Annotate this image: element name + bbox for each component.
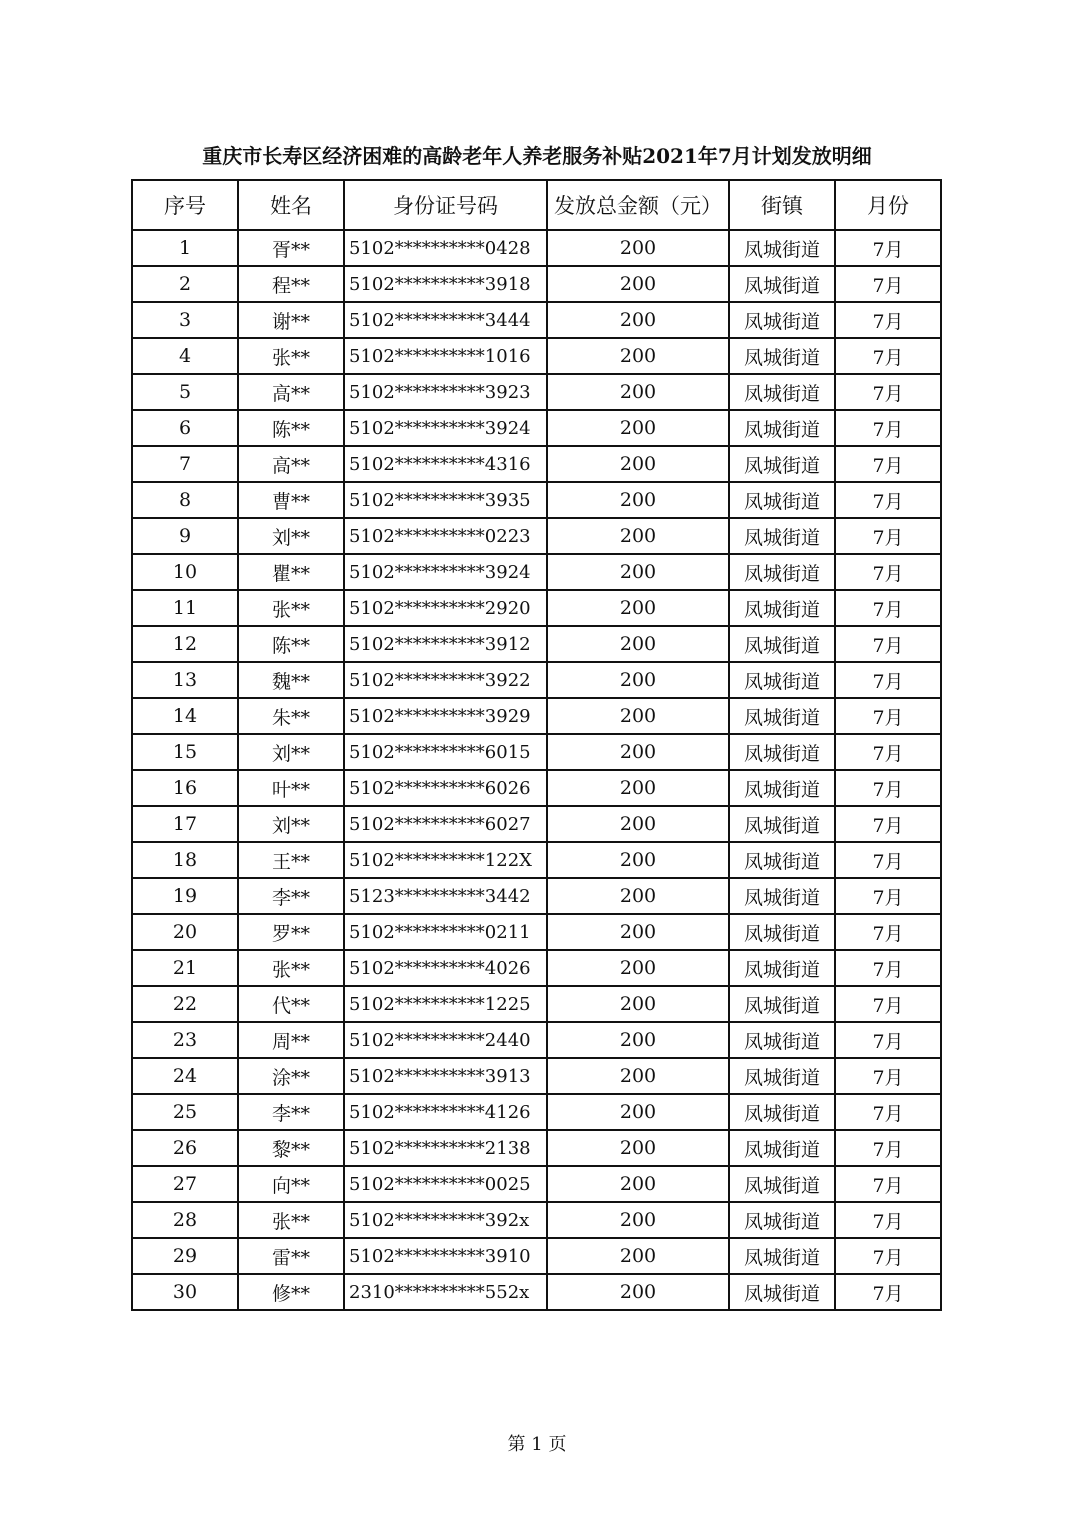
cell-id-number: 5102**********3924 bbox=[344, 410, 547, 446]
table-row bbox=[132, 302, 941, 338]
cell-serial: 13 bbox=[132, 662, 238, 698]
cell-id-number: 5102**********3913 bbox=[344, 1058, 547, 1094]
cell-month: 7月 bbox=[835, 374, 941, 410]
table-row bbox=[132, 1058, 941, 1094]
table-row bbox=[132, 734, 941, 770]
cell-month: 7月 bbox=[835, 410, 941, 446]
cell-street: 凤城街道 bbox=[729, 626, 835, 662]
cell-serial: 19 bbox=[132, 878, 238, 914]
cell-name: 胥** bbox=[238, 230, 344, 266]
cell-street: 凤城街道 bbox=[729, 662, 835, 698]
cell-month: 7月 bbox=[835, 950, 941, 986]
cell-street: 凤城街道 bbox=[729, 770, 835, 806]
cell-month: 7月 bbox=[835, 1202, 941, 1238]
cell-serial: 7 bbox=[132, 446, 238, 482]
cell-name: 修** bbox=[238, 1274, 344, 1310]
table-row bbox=[132, 374, 941, 410]
cell-serial: 22 bbox=[132, 986, 238, 1022]
cell-id-number: 5102**********0428 bbox=[344, 230, 547, 266]
cell-name: 谢** bbox=[238, 302, 344, 338]
cell-street: 凤城街道 bbox=[729, 1130, 835, 1166]
cell-id-number: 5102**********6015 bbox=[344, 734, 547, 770]
cell-street: 凤城街道 bbox=[729, 410, 835, 446]
cell-id-number: 5102**********3918 bbox=[344, 266, 547, 302]
cell-month: 7月 bbox=[835, 626, 941, 662]
cell-month: 7月 bbox=[835, 1274, 941, 1310]
cell-id-number: 5102**********3922 bbox=[344, 662, 547, 698]
cell-id-number: 5102**********2138 bbox=[344, 1130, 547, 1166]
cell-amount: 200 bbox=[547, 770, 729, 806]
cell-name: 曹** bbox=[238, 482, 344, 518]
cell-amount: 200 bbox=[547, 518, 729, 554]
cell-id-number: 5102**********122X bbox=[344, 842, 547, 878]
table-row bbox=[132, 1094, 941, 1130]
cell-id-number: 5102**********6027 bbox=[344, 806, 547, 842]
header-serial: 序号 bbox=[132, 180, 238, 230]
cell-street: 凤城街道 bbox=[729, 1094, 835, 1130]
cell-serial: 29 bbox=[132, 1238, 238, 1274]
cell-street: 凤城街道 bbox=[729, 1058, 835, 1094]
header-amount: 发放总金额（元） bbox=[547, 180, 729, 230]
cell-amount: 200 bbox=[547, 842, 729, 878]
cell-id-number: 5102**********3935 bbox=[344, 482, 547, 518]
cell-id-number: 5102**********2440 bbox=[344, 1022, 547, 1058]
cell-month: 7月 bbox=[835, 1058, 941, 1094]
cell-month: 7月 bbox=[835, 590, 941, 626]
cell-amount: 200 bbox=[547, 1238, 729, 1274]
cell-amount: 200 bbox=[547, 1022, 729, 1058]
cell-name: 黎** bbox=[238, 1130, 344, 1166]
subsidy-table bbox=[131, 179, 942, 1311]
cell-serial: 25 bbox=[132, 1094, 238, 1130]
cell-street: 凤城街道 bbox=[729, 878, 835, 914]
cell-street: 凤城街道 bbox=[729, 230, 835, 266]
cell-name: 高** bbox=[238, 374, 344, 410]
cell-month: 7月 bbox=[835, 806, 941, 842]
cell-street: 凤城街道 bbox=[729, 950, 835, 986]
cell-amount: 200 bbox=[547, 554, 729, 590]
cell-name: 张** bbox=[238, 590, 344, 626]
table-body bbox=[132, 230, 941, 1310]
table-row bbox=[132, 842, 941, 878]
cell-name: 罗** bbox=[238, 914, 344, 950]
cell-name: 刘** bbox=[238, 518, 344, 554]
cell-serial: 28 bbox=[132, 1202, 238, 1238]
cell-id-number: 5102**********1225 bbox=[344, 986, 547, 1022]
cell-street: 凤城街道 bbox=[729, 986, 835, 1022]
cell-amount: 200 bbox=[547, 266, 729, 302]
cell-name: 陈** bbox=[238, 626, 344, 662]
cell-name: 李** bbox=[238, 1094, 344, 1130]
cell-street: 凤城街道 bbox=[729, 698, 835, 734]
cell-street: 凤城街道 bbox=[729, 1166, 835, 1202]
cell-month: 7月 bbox=[835, 842, 941, 878]
cell-street: 凤城街道 bbox=[729, 266, 835, 302]
cell-month: 7月 bbox=[835, 698, 941, 734]
cell-amount: 200 bbox=[547, 950, 729, 986]
cell-name: 高** bbox=[238, 446, 344, 482]
cell-amount: 200 bbox=[547, 662, 729, 698]
cell-name: 李** bbox=[238, 878, 344, 914]
cell-id-number: 5102**********3444 bbox=[344, 302, 547, 338]
cell-serial: 21 bbox=[132, 950, 238, 986]
cell-month: 7月 bbox=[835, 914, 941, 950]
cell-serial: 4 bbox=[132, 338, 238, 374]
cell-month: 7月 bbox=[835, 446, 941, 482]
table-row bbox=[132, 1274, 941, 1310]
cell-street: 凤城街道 bbox=[729, 482, 835, 518]
cell-name: 张** bbox=[238, 338, 344, 374]
cell-serial: 1 bbox=[132, 230, 238, 266]
cell-street: 凤城街道 bbox=[729, 554, 835, 590]
cell-id-number: 5102**********4026 bbox=[344, 950, 547, 986]
cell-name: 程** bbox=[238, 266, 344, 302]
cell-name: 刘** bbox=[238, 806, 344, 842]
cell-amount: 200 bbox=[547, 482, 729, 518]
table-row bbox=[132, 950, 941, 986]
cell-street: 凤城街道 bbox=[729, 1274, 835, 1310]
table-row bbox=[132, 266, 941, 302]
cell-amount: 200 bbox=[547, 986, 729, 1022]
cell-name: 张** bbox=[238, 950, 344, 986]
cell-month: 7月 bbox=[835, 482, 941, 518]
table-row bbox=[132, 698, 941, 734]
cell-amount: 200 bbox=[547, 878, 729, 914]
cell-amount: 200 bbox=[547, 410, 729, 446]
cell-serial: 30 bbox=[132, 1274, 238, 1310]
cell-street: 凤城街道 bbox=[729, 734, 835, 770]
cell-amount: 200 bbox=[547, 806, 729, 842]
table-header-row bbox=[132, 180, 941, 230]
cell-serial: 15 bbox=[132, 734, 238, 770]
cell-amount: 200 bbox=[547, 626, 729, 662]
cell-amount: 200 bbox=[547, 914, 729, 950]
table-row bbox=[132, 662, 941, 698]
cell-month: 7月 bbox=[835, 1094, 941, 1130]
cell-amount: 200 bbox=[547, 734, 729, 770]
table-row bbox=[132, 1022, 941, 1058]
cell-name: 雷** bbox=[238, 1238, 344, 1274]
cell-street: 凤城街道 bbox=[729, 374, 835, 410]
cell-name: 陈** bbox=[238, 410, 344, 446]
table-row bbox=[132, 1166, 941, 1202]
cell-id-number: 5102**********392x bbox=[344, 1202, 547, 1238]
cell-street: 凤城街道 bbox=[729, 1202, 835, 1238]
cell-month: 7月 bbox=[835, 662, 941, 698]
cell-month: 7月 bbox=[835, 1022, 941, 1058]
cell-id-number: 2310**********552x bbox=[344, 1274, 547, 1310]
cell-name: 向** bbox=[238, 1166, 344, 1202]
header-name: 姓名 bbox=[238, 180, 344, 230]
table-row bbox=[132, 626, 941, 662]
cell-name: 朱** bbox=[238, 698, 344, 734]
header-month: 月份 bbox=[835, 180, 941, 230]
cell-serial: 26 bbox=[132, 1130, 238, 1166]
cell-serial: 14 bbox=[132, 698, 238, 734]
cell-amount: 200 bbox=[547, 698, 729, 734]
header-street: 街镇 bbox=[729, 180, 835, 230]
cell-month: 7月 bbox=[835, 1130, 941, 1166]
cell-id-number: 5102**********3912 bbox=[344, 626, 547, 662]
cell-street: 凤城街道 bbox=[729, 842, 835, 878]
cell-amount: 200 bbox=[547, 1166, 729, 1202]
cell-amount: 200 bbox=[547, 1202, 729, 1238]
cell-id-number: 5123**********3442 bbox=[344, 878, 547, 914]
cell-serial: 23 bbox=[132, 1022, 238, 1058]
cell-street: 凤城街道 bbox=[729, 518, 835, 554]
cell-month: 7月 bbox=[835, 338, 941, 374]
cell-name: 叶** bbox=[238, 770, 344, 806]
cell-amount: 200 bbox=[547, 1094, 729, 1130]
cell-amount: 200 bbox=[547, 1274, 729, 1310]
cell-amount: 200 bbox=[547, 446, 729, 482]
cell-serial: 17 bbox=[132, 806, 238, 842]
cell-month: 7月 bbox=[835, 1166, 941, 1202]
cell-serial: 20 bbox=[132, 914, 238, 950]
cell-month: 7月 bbox=[835, 1238, 941, 1274]
table-row bbox=[132, 230, 941, 266]
cell-amount: 200 bbox=[547, 1058, 729, 1094]
cell-street: 凤城街道 bbox=[729, 446, 835, 482]
cell-street: 凤城街道 bbox=[729, 590, 835, 626]
cell-street: 凤城街道 bbox=[729, 302, 835, 338]
cell-serial: 16 bbox=[132, 770, 238, 806]
cell-month: 7月 bbox=[835, 302, 941, 338]
cell-name: 周** bbox=[238, 1022, 344, 1058]
cell-name: 涂** bbox=[238, 1058, 344, 1094]
cell-month: 7月 bbox=[835, 554, 941, 590]
cell-id-number: 5102**********0211 bbox=[344, 914, 547, 950]
cell-serial: 8 bbox=[132, 482, 238, 518]
cell-street: 凤城街道 bbox=[729, 338, 835, 374]
page-number: 第 1 页 bbox=[507, 1434, 567, 1455]
table-row bbox=[132, 878, 941, 914]
cell-serial: 11 bbox=[132, 590, 238, 626]
cell-serial: 5 bbox=[132, 374, 238, 410]
cell-amount: 200 bbox=[547, 374, 729, 410]
cell-serial: 27 bbox=[132, 1166, 238, 1202]
header-id-number: 身份证号码 bbox=[344, 180, 547, 230]
cell-month: 7月 bbox=[835, 266, 941, 302]
cell-street: 凤城街道 bbox=[729, 914, 835, 950]
cell-name: 魏** bbox=[238, 662, 344, 698]
cell-amount: 200 bbox=[547, 230, 729, 266]
cell-month: 7月 bbox=[835, 230, 941, 266]
cell-street: 凤城街道 bbox=[729, 806, 835, 842]
cell-serial: 12 bbox=[132, 626, 238, 662]
table-row bbox=[132, 1202, 941, 1238]
table-row bbox=[132, 482, 941, 518]
cell-name: 张** bbox=[238, 1202, 344, 1238]
cell-serial: 9 bbox=[132, 518, 238, 554]
table-row bbox=[132, 410, 941, 446]
cell-amount: 200 bbox=[547, 590, 729, 626]
table-row bbox=[132, 986, 941, 1022]
cell-amount: 200 bbox=[547, 338, 729, 374]
cell-month: 7月 bbox=[835, 986, 941, 1022]
cell-serial: 2 bbox=[132, 266, 238, 302]
cell-street: 凤城街道 bbox=[729, 1022, 835, 1058]
cell-name: 代** bbox=[238, 986, 344, 1022]
cell-amount: 200 bbox=[547, 1130, 729, 1166]
cell-id-number: 5102**********3929 bbox=[344, 698, 547, 734]
cell-month: 7月 bbox=[835, 734, 941, 770]
cell-id-number: 5102**********3910 bbox=[344, 1238, 547, 1274]
cell-id-number: 5102**********0223 bbox=[344, 518, 547, 554]
cell-serial: 24 bbox=[132, 1058, 238, 1094]
cell-serial: 10 bbox=[132, 554, 238, 590]
cell-street: 凤城街道 bbox=[729, 1238, 835, 1274]
table-row bbox=[132, 1238, 941, 1274]
cell-id-number: 5102**********3924 bbox=[344, 554, 547, 590]
cell-id-number: 5102**********2920 bbox=[344, 590, 547, 626]
cell-id-number: 5102**********3923 bbox=[344, 374, 547, 410]
table-row bbox=[132, 338, 941, 374]
cell-serial: 3 bbox=[132, 302, 238, 338]
cell-month: 7月 bbox=[835, 518, 941, 554]
table-row bbox=[132, 590, 941, 626]
table-row bbox=[132, 1130, 941, 1166]
cell-name: 王** bbox=[238, 842, 344, 878]
cell-id-number: 5102**********4126 bbox=[344, 1094, 547, 1130]
table-row bbox=[132, 554, 941, 590]
cell-id-number: 5102**********4316 bbox=[344, 446, 547, 482]
cell-id-number: 5102**********6026 bbox=[344, 770, 547, 806]
cell-serial: 18 bbox=[132, 842, 238, 878]
table-row bbox=[132, 770, 941, 806]
table-row bbox=[132, 518, 941, 554]
cell-name: 瞿** bbox=[238, 554, 344, 590]
cell-serial: 6 bbox=[132, 410, 238, 446]
cell-name: 刘** bbox=[238, 734, 344, 770]
cell-month: 7月 bbox=[835, 770, 941, 806]
table-row bbox=[132, 914, 941, 950]
cell-month: 7月 bbox=[835, 878, 941, 914]
table-row bbox=[132, 446, 941, 482]
cell-id-number: 5102**********1016 bbox=[344, 338, 547, 374]
table-row bbox=[132, 806, 941, 842]
cell-id-number: 5102**********0025 bbox=[344, 1166, 547, 1202]
page-title: 重庆市长寿区经济困难的高龄老年人养老服务补贴2021年7月计划发放明细 bbox=[202, 144, 872, 168]
cell-amount: 200 bbox=[547, 302, 729, 338]
